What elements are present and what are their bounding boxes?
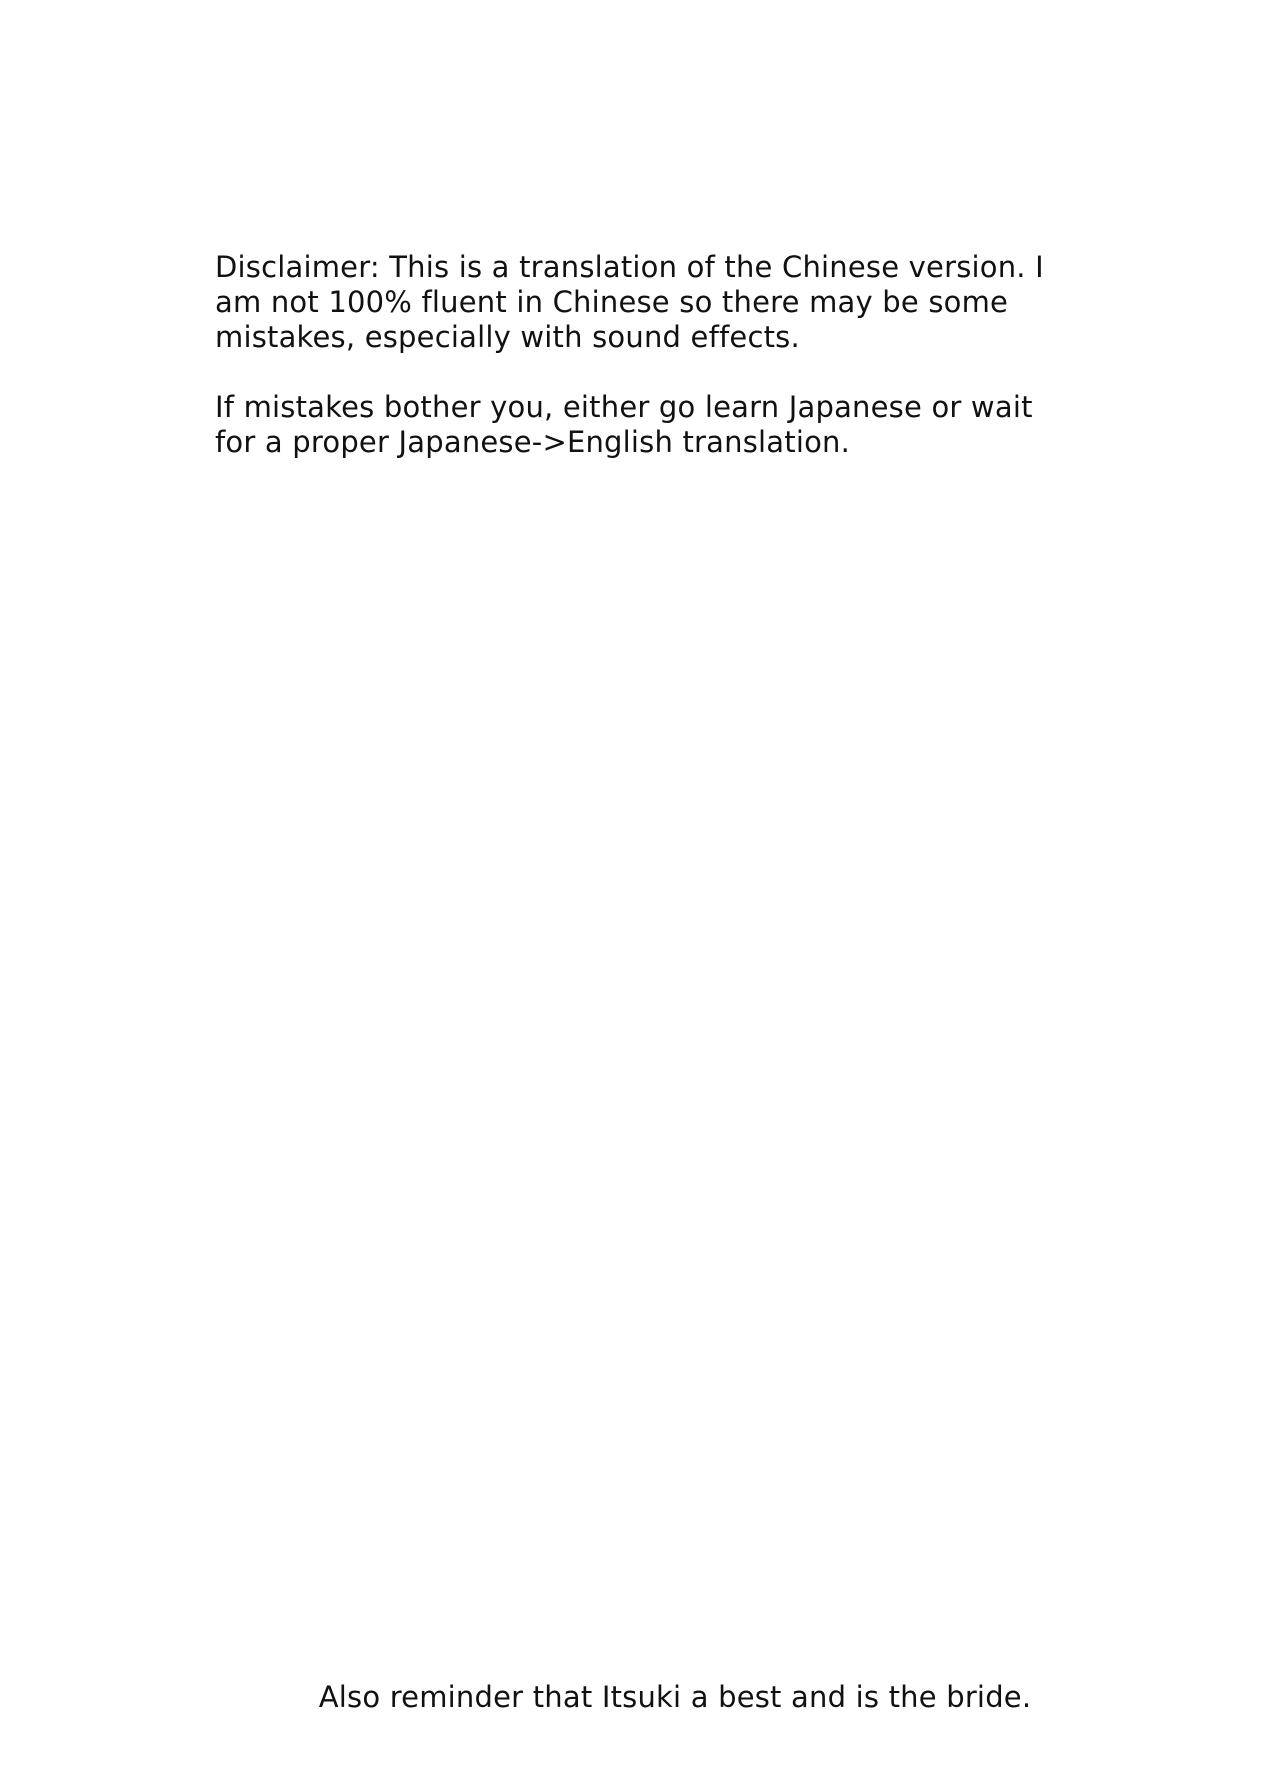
reminder-text: Also reminder that Itsuki a best and is the bride.	[318, 1680, 1032, 1714]
disclaimer-block	[215, 250, 1095, 460]
disclaimer-paragraph-2: If mistakes bother you, either go learn Japanese or wait for a proper Japanese->English translation.	[215, 390, 1033, 459]
disclaimer-paragraph-1: Disclaimer: This is a translation of the Chinese version. I am not 100% fluent in Chinese so there may be some mistakes, especially with sound effects.	[215, 250, 1044, 354]
